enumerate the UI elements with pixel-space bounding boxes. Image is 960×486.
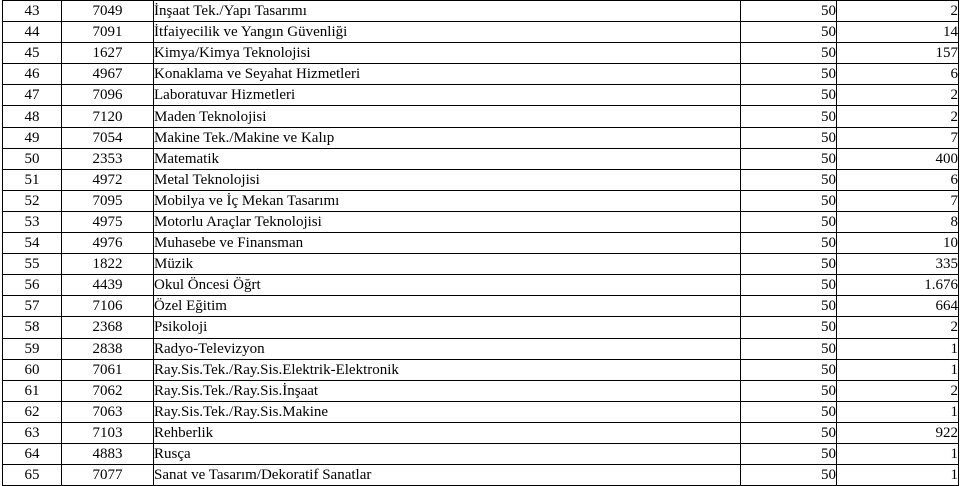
table-row	[3, 43, 959, 64]
quota-cell: 50	[741, 254, 837, 275]
row-number-cell: 47	[3, 85, 62, 106]
quota-cell: 50	[741, 22, 837, 43]
program-name-cell: Mobilya ve İç Mekan Tasarımı	[154, 190, 741, 211]
program-code-cell: 7077	[62, 465, 154, 486]
table-row	[3, 190, 959, 211]
count-cell: 1.676	[837, 275, 959, 296]
row-number-cell: 52	[3, 190, 62, 211]
count-cell: 2	[837, 85, 959, 106]
program-code-cell: 4972	[62, 169, 154, 190]
program-code-cell: 7054	[62, 127, 154, 148]
quota-cell: 50	[741, 465, 837, 486]
count-cell: 1	[837, 443, 959, 464]
row-number-cell: 49	[3, 127, 62, 148]
program-code-cell: 2838	[62, 338, 154, 359]
count-cell: 400	[837, 148, 959, 169]
program-name-cell: Ray.Sis.Tek./Ray.Sis.İnşaat	[154, 380, 741, 401]
row-number-cell: 62	[3, 401, 62, 422]
table-row	[3, 465, 959, 486]
row-number-cell: 44	[3, 22, 62, 43]
program-code-cell: 4439	[62, 275, 154, 296]
table-row	[3, 64, 959, 85]
count-cell: 2	[837, 317, 959, 338]
row-number-cell: 46	[3, 64, 62, 85]
program-name-cell: İtfaiyecilik ve Yangın Güvenliği	[154, 22, 741, 43]
table-row	[3, 359, 959, 380]
count-cell: 7	[837, 127, 959, 148]
quota-cell: 50	[741, 380, 837, 401]
quota-cell: 50	[741, 64, 837, 85]
count-cell: 157	[837, 43, 959, 64]
quota-cell: 50	[741, 169, 837, 190]
quota-cell: 50	[741, 148, 837, 169]
row-number-cell: 60	[3, 359, 62, 380]
quota-cell: 50	[741, 338, 837, 359]
program-name-cell: Maden Teknolojisi	[154, 106, 741, 127]
count-cell: 7	[837, 190, 959, 211]
program-code-cell: 7103	[62, 422, 154, 443]
table-row	[3, 22, 959, 43]
program-name-cell: Muhasebe ve Finansman	[154, 233, 741, 254]
program-code-cell: 7091	[62, 22, 154, 43]
row-number-cell: 64	[3, 443, 62, 464]
program-code-cell: 1627	[62, 43, 154, 64]
row-number-cell: 61	[3, 380, 62, 401]
program-name-cell: İnşaat Tek./Yapı Tasarımı	[154, 1, 741, 22]
program-code-cell: 7120	[62, 106, 154, 127]
program-code-cell: 7062	[62, 380, 154, 401]
data-table	[2, 0, 959, 486]
program-code-cell: 7061	[62, 359, 154, 380]
table-row	[3, 338, 959, 359]
quota-cell: 50	[741, 190, 837, 211]
program-code-cell: 7095	[62, 190, 154, 211]
program-name-cell: Laboratuvar Hizmetleri	[154, 85, 741, 106]
count-cell: 1	[837, 338, 959, 359]
program-name-cell: Makine Tek./Makine ve Kalıp	[154, 127, 741, 148]
program-name-cell: Radyo-Televizyon	[154, 338, 741, 359]
table-row	[3, 148, 959, 169]
table-row	[3, 275, 959, 296]
count-cell: 1	[837, 465, 959, 486]
count-cell: 6	[837, 64, 959, 85]
program-code-cell: 4967	[62, 64, 154, 85]
program-name-cell: Motorlu Araçlar Teknolojisi	[154, 211, 741, 232]
table-row	[3, 296, 959, 317]
count-cell: 6	[837, 169, 959, 190]
program-name-cell: Müzik	[154, 254, 741, 275]
table-row	[3, 254, 959, 275]
quota-cell: 50	[741, 211, 837, 232]
row-number-cell: 63	[3, 422, 62, 443]
row-number-cell: 53	[3, 211, 62, 232]
quota-cell: 50	[741, 275, 837, 296]
program-name-cell: Metal Teknolojisi	[154, 169, 741, 190]
table-row	[3, 443, 959, 464]
row-number-cell: 48	[3, 106, 62, 127]
count-cell: 2	[837, 1, 959, 22]
quota-cell: 50	[741, 43, 837, 64]
program-code-cell: 4975	[62, 211, 154, 232]
quota-cell: 50	[741, 317, 837, 338]
count-cell: 335	[837, 254, 959, 275]
row-number-cell: 65	[3, 465, 62, 486]
quota-cell: 50	[741, 85, 837, 106]
count-cell: 1	[837, 359, 959, 380]
program-code-cell: 1822	[62, 254, 154, 275]
table-row	[3, 1, 959, 22]
program-name-cell: Rusça	[154, 443, 741, 464]
program-name-cell: Sanat ve Tasarım/Dekoratif Sanatlar	[154, 465, 741, 486]
program-name-cell: Kimya/Kimya Teknolojisi	[154, 43, 741, 64]
table-row	[3, 317, 959, 338]
row-number-cell: 59	[3, 338, 62, 359]
count-cell: 2	[837, 380, 959, 401]
program-name-cell: Ray.Sis.Tek./Ray.Sis.Makine	[154, 401, 741, 422]
program-code-cell: 2368	[62, 317, 154, 338]
row-number-cell: 45	[3, 43, 62, 64]
program-name-cell: Konaklama ve Seyahat Hizmetleri	[154, 64, 741, 85]
table-row	[3, 401, 959, 422]
count-cell: 1	[837, 401, 959, 422]
quota-cell: 50	[741, 401, 837, 422]
quota-cell: 50	[741, 296, 837, 317]
count-cell: 14	[837, 22, 959, 43]
count-cell: 664	[837, 296, 959, 317]
quota-cell: 50	[741, 422, 837, 443]
program-name-cell: Matematik	[154, 148, 741, 169]
program-code-cell: 4976	[62, 233, 154, 254]
row-number-cell: 55	[3, 254, 62, 275]
program-code-cell: 7096	[62, 85, 154, 106]
program-code-cell: 2353	[62, 148, 154, 169]
quota-cell: 50	[741, 106, 837, 127]
table-row	[3, 127, 959, 148]
program-name-cell: Okul Öncesi Öğrt	[154, 275, 741, 296]
row-number-cell: 51	[3, 169, 62, 190]
table-row	[3, 106, 959, 127]
program-code-cell: 7049	[62, 1, 154, 22]
row-number-cell: 57	[3, 296, 62, 317]
count-cell: 2	[837, 106, 959, 127]
table-row	[3, 169, 959, 190]
row-number-cell: 56	[3, 275, 62, 296]
table-body	[3, 1, 959, 486]
row-number-cell: 43	[3, 1, 62, 22]
program-name-cell: Ray.Sis.Tek./Ray.Sis.Elektrik-Elektronik	[154, 359, 741, 380]
quota-cell: 50	[741, 443, 837, 464]
program-code-cell: 7063	[62, 401, 154, 422]
count-cell: 10	[837, 233, 959, 254]
quota-cell: 50	[741, 359, 837, 380]
program-name-cell: Özel Eğitim	[154, 296, 741, 317]
program-name-cell: Rehberlik	[154, 422, 741, 443]
program-name-cell: Psikoloji	[154, 317, 741, 338]
table-row	[3, 85, 959, 106]
table-row	[3, 233, 959, 254]
count-cell: 8	[837, 211, 959, 232]
table-row	[3, 380, 959, 401]
table-row	[3, 211, 959, 232]
program-code-cell: 4883	[62, 443, 154, 464]
count-cell: 922	[837, 422, 959, 443]
table-row	[3, 422, 959, 443]
quota-cell: 50	[741, 233, 837, 254]
row-number-cell: 54	[3, 233, 62, 254]
row-number-cell: 58	[3, 317, 62, 338]
row-number-cell: 50	[3, 148, 62, 169]
program-code-cell: 7106	[62, 296, 154, 317]
quota-cell: 50	[741, 127, 837, 148]
quota-cell: 50	[741, 1, 837, 22]
